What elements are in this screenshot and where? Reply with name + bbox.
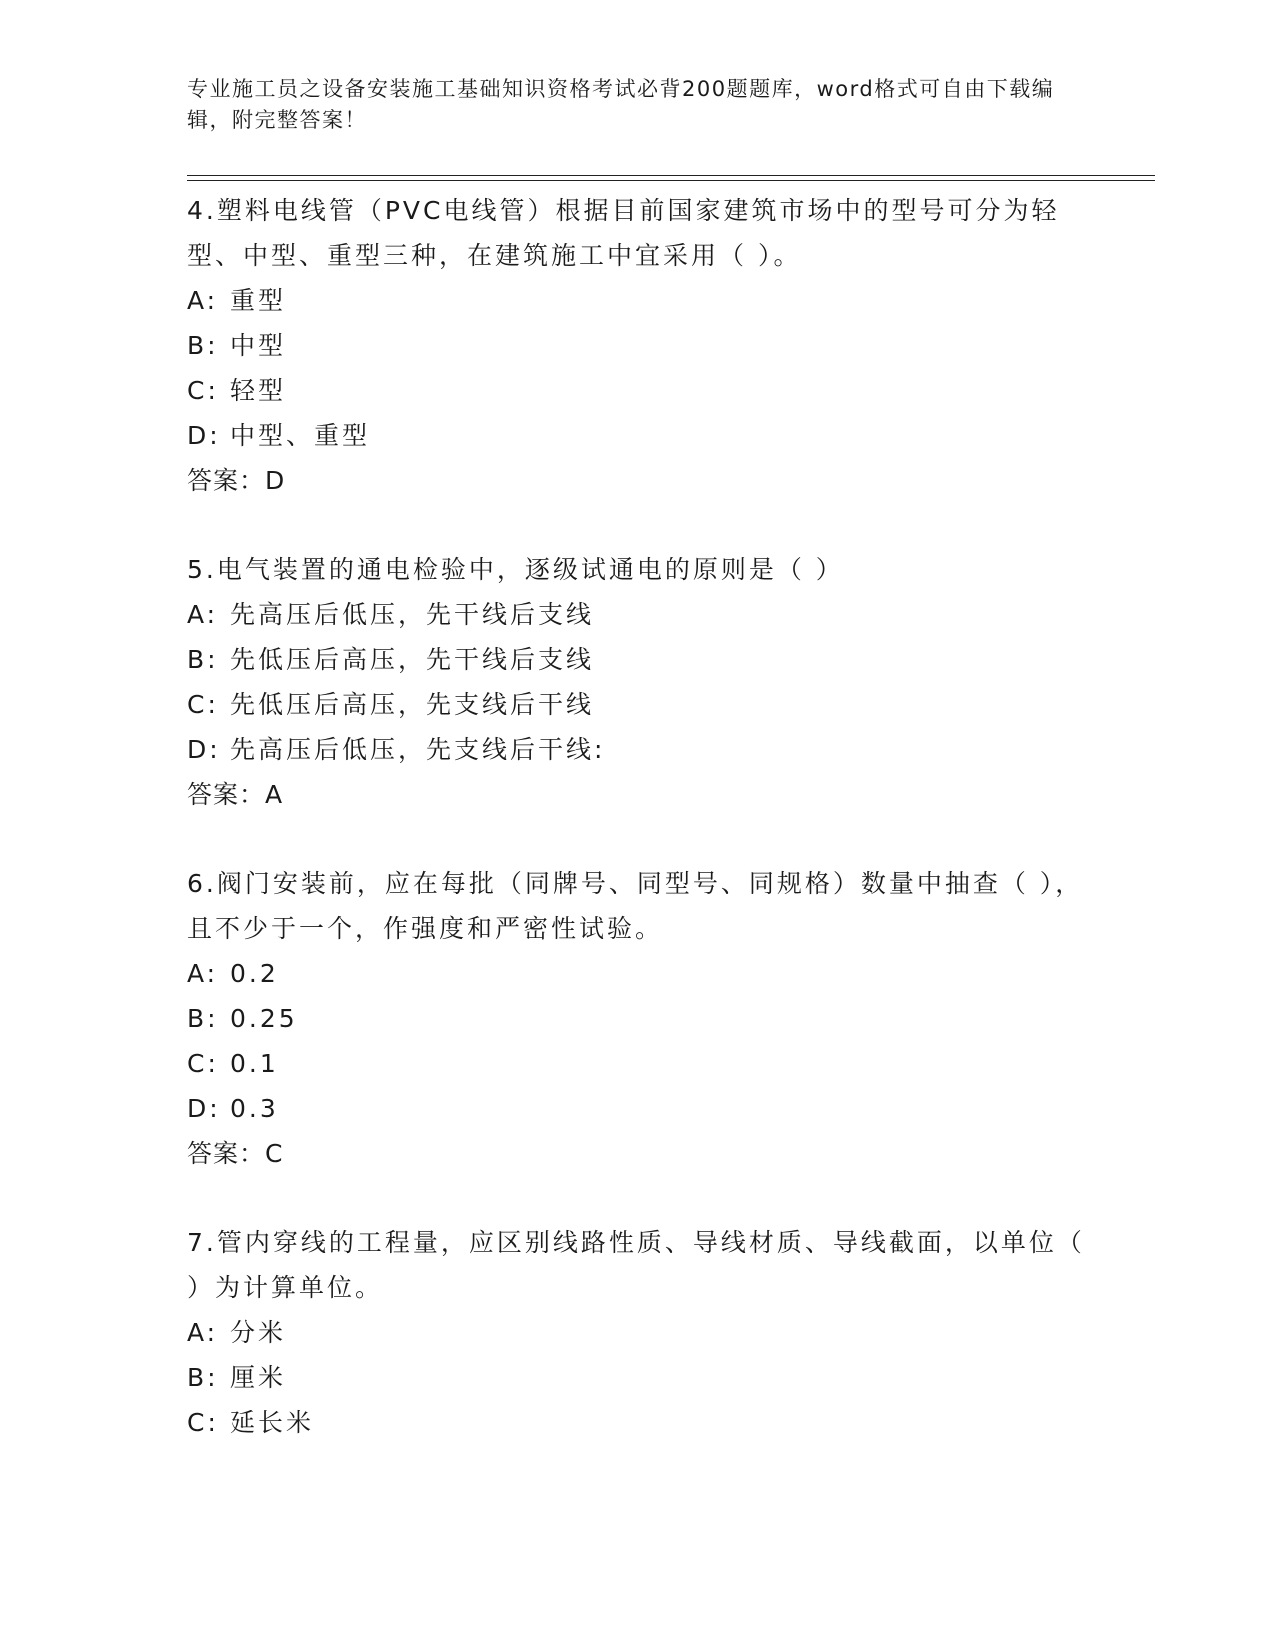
option-text: 先高压后低压，先干线后支线 <box>230 600 595 629</box>
option-c <box>187 1041 1087 1086</box>
option-text: 分米 <box>230 1318 287 1347</box>
option-letter: C: <box>187 690 219 719</box>
question-stem: 4.塑料电线管（PVC电线管）根据目前国家建筑市场中的型号可分为轻型、中型、重型三种，在建筑施工中宜采用（ ）。 <box>187 196 1060 270</box>
option-a <box>187 951 1087 996</box>
option-text: 先低压后高压，先支线后干线 <box>230 690 595 719</box>
answer-line: 答案：D <box>187 466 286 495</box>
document-header: 专业施工员之设备安装施工基础知识资格考试必背200题题库，word格式可自由下载编辑，附完整答案！ <box>187 77 1055 132</box>
question-6 <box>187 861 1087 1176</box>
question-list <box>187 188 1087 1489</box>
option-text: 0.2 <box>230 959 279 988</box>
header-divider-bottom <box>187 180 1155 181</box>
option-text: 重型 <box>230 286 287 315</box>
option-letter: B: <box>187 1363 219 1392</box>
option-letter: D: <box>187 735 221 764</box>
option-d <box>187 413 1087 458</box>
option-letter: B: <box>187 1004 219 1033</box>
option-text: 中型、重型 <box>230 421 371 450</box>
option-text: 0.1 <box>230 1049 279 1078</box>
question-stem: 6.阀门安装前，应在每批（同牌号、同型号、同规格）数量中抽查（ ），且不少于一个，作强度和严密性试验。 <box>187 869 1084 943</box>
option-b <box>187 637 1087 682</box>
option-letter: A: <box>187 959 219 988</box>
option-letter: D: <box>187 421 221 450</box>
option-c <box>187 1400 1087 1445</box>
option-a <box>187 278 1087 323</box>
option-letter: A: <box>187 1318 219 1347</box>
option-a <box>187 1310 1087 1355</box>
header-divider-top <box>187 175 1155 176</box>
question-4 <box>187 188 1087 503</box>
option-letter: A: <box>187 600 219 629</box>
option-text: 0.25 <box>230 1004 298 1033</box>
option-b <box>187 1355 1087 1400</box>
question-5 <box>187 547 1087 817</box>
option-letter: B: <box>187 331 219 360</box>
option-letter: C: <box>187 1408 219 1437</box>
question-stem: 5.电气装置的通电检验中，逐级试通电的原则是（ ） <box>187 555 844 584</box>
option-b <box>187 323 1087 368</box>
answer-line: 答案：A <box>187 780 284 809</box>
option-letter: C: <box>187 1049 219 1078</box>
option-c <box>187 368 1087 413</box>
option-letter: C: <box>187 376 219 405</box>
option-d <box>187 1086 1087 1131</box>
option-text: 延长米 <box>230 1408 315 1437</box>
answer-line: 答案：C <box>187 1139 284 1168</box>
option-letter: B: <box>187 645 219 674</box>
option-text: 中型 <box>230 331 287 360</box>
option-b <box>187 996 1087 1041</box>
option-letter: A: <box>187 286 219 315</box>
option-d <box>187 727 1087 772</box>
option-text: 先高压后低压，先支线后干线: <box>230 735 606 764</box>
question-stem: 7.管内穿线的工程量，应区别线路性质、导线材质、导线截面，以单位（ ）为计算单位。 <box>187 1228 1085 1302</box>
option-text: 先低压后高压，先干线后支线 <box>230 645 595 674</box>
question-7 <box>187 1220 1087 1445</box>
option-a <box>187 592 1087 637</box>
option-c <box>187 682 1087 727</box>
option-letter: D: <box>187 1094 221 1123</box>
option-text: 轻型 <box>230 376 287 405</box>
option-text: 厘米 <box>230 1363 287 1392</box>
option-text: 0.3 <box>230 1094 279 1123</box>
